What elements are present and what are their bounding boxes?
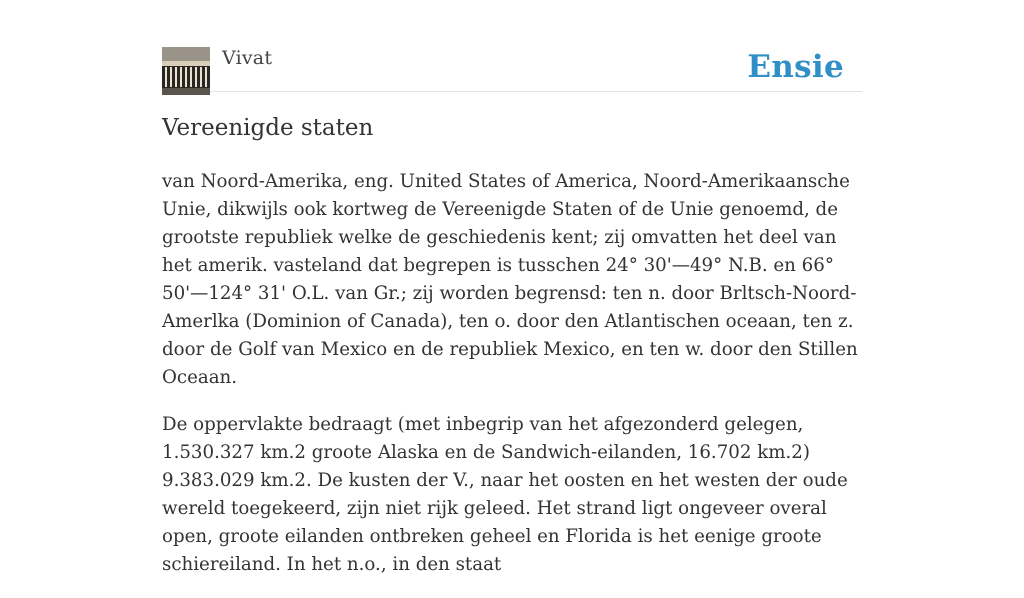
book-spines-icon [162,47,210,95]
article-body [162,168,862,598]
author-avatar[interactable] [162,47,210,95]
page-header [162,44,862,92]
article-title: Vereenigde staten [162,115,374,141]
author-name[interactable]: Vivat [222,47,273,69]
article-paragraph: van Noord-Amerika, eng. United States of America, Noord-Amerikaansche Unie, dikwijls ook kortweg de Vereenigde Staten of de Unie genoemd, de grootste republiek welke de geschiedenis kent; zij omvatten het deel van het amerik. vasteland dat begrepen is tusschen 24° 30'—49° N.B. en 66° 50'—124° 31' O.L. van Gr.; zij worden begrensd: ten n. door Brltsch-Noord-Amerlka (Dominion of Canada), ten o. door den Atlantischen oceaan, ten z. door de Golf van Mexico en de republiek Mexico, en ten w. door den Stillen Oceaan. [162,171,858,388]
ensie-logo[interactable]: Ensie [747,49,844,85]
article-paragraph: De oppervlakte bedraagt (met inbegrip van het afgezonderd gelegen, 1.530.327 km.2 groote Alaska en de Sandwich-eilanden, 16.702 km.2) 9.383.029 km.2. De kusten der V., naar het oosten en het westen der oude wereld toegekeerd, zijn niet rijk geleed. Het strand ligt ongeveer overal open, groote eilanden ontbreken geheel en Florida is het eenige groote schiereiland. In het n.o., in den staat [162,414,848,575]
